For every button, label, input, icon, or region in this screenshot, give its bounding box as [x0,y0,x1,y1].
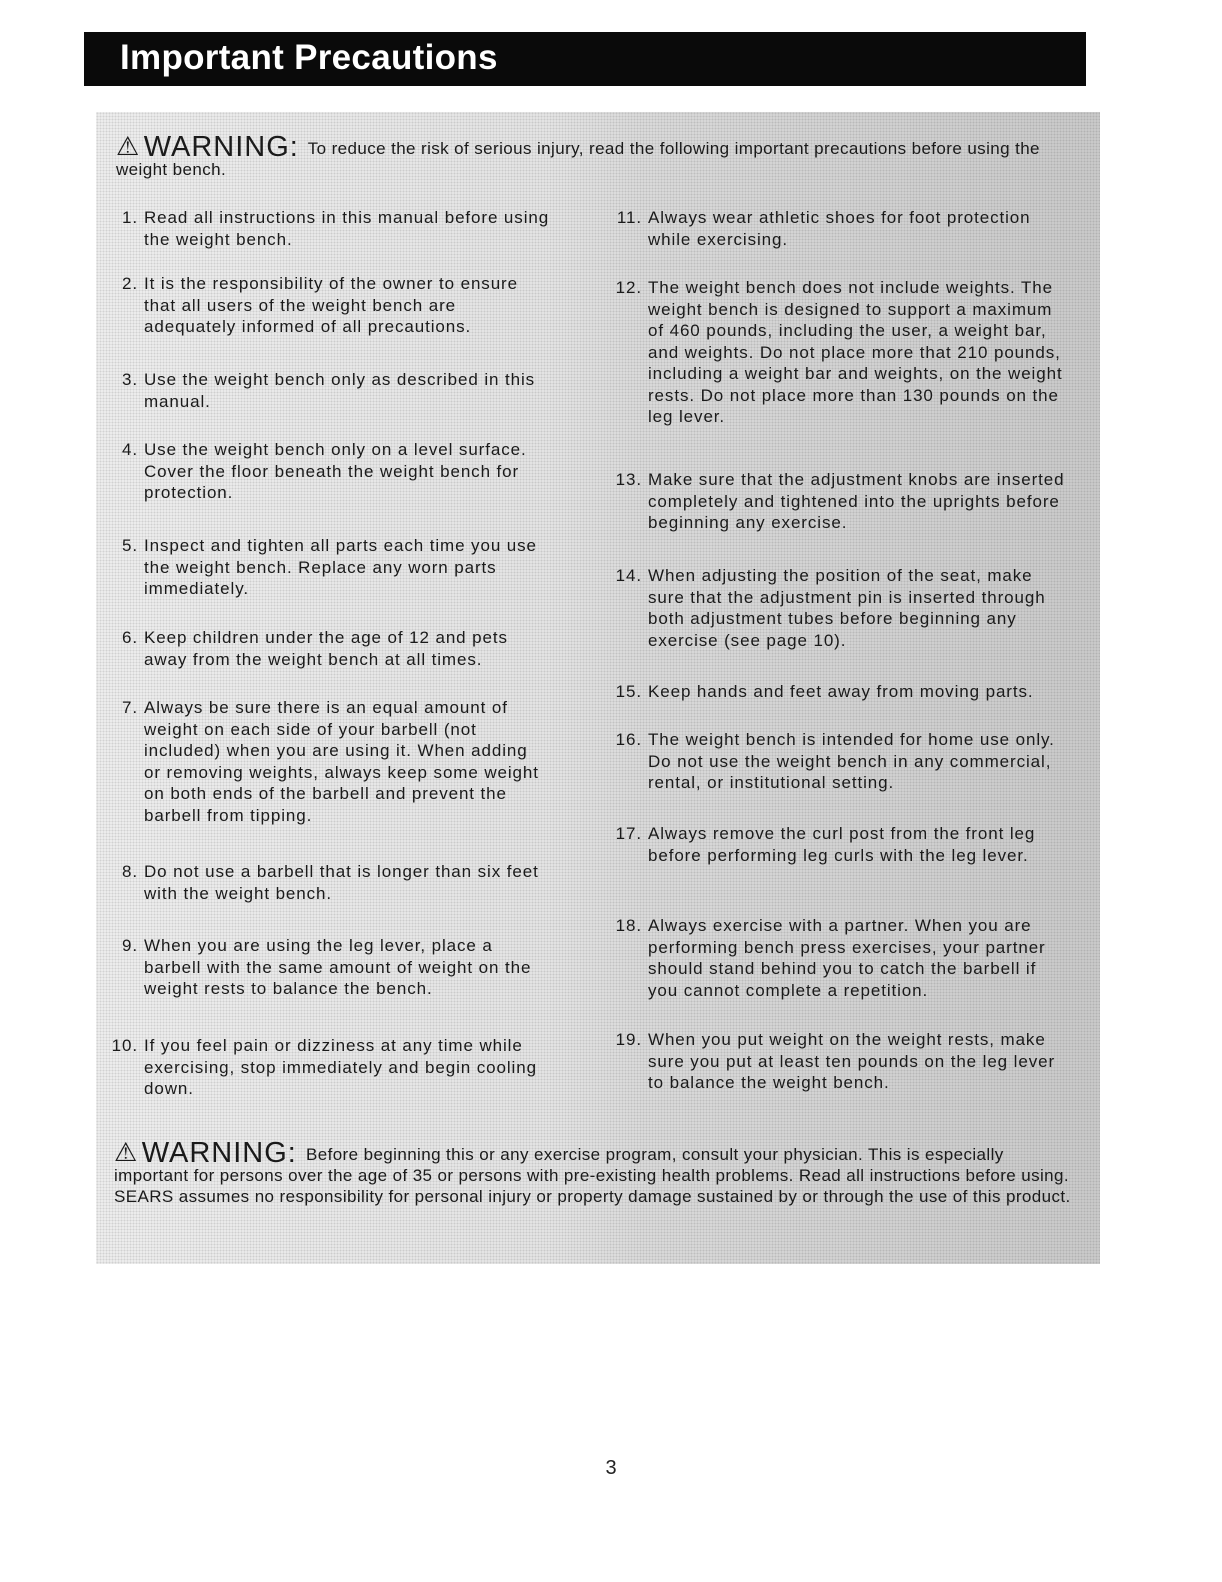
item-text: The weight bench does not include weights. The weight bench is designed to support a maximum of 460 pounds, including the user, a weight bar, and weights. Do not place more that 210 pounds, including a weight bar and weights, on the weight rests. Do not place more than 130 pounds on the leg lever. [648,278,1063,426]
item-text: It is the responsibility of the owner to ensure that all users of the weight bench are adequately informed of all precautions. [144,274,518,336]
precaution-item-14 [604,565,1069,681]
precaution-item-8 [100,861,550,935]
warning-triangle-icon: ⚠ [116,131,140,161]
precaution-item-18 [604,915,1069,1029]
precaution-item-12 [604,277,1069,469]
precaution-item-5 [100,535,550,627]
item-number: 3. [122,370,138,389]
item-text: Keep hands and feet away from moving parts. [648,682,1034,701]
warning-triangle-icon: ⚠ [114,1137,138,1167]
precaution-item-10 [100,1035,550,1100]
precaution-item-9 [100,935,550,1035]
item-number: 17. [615,824,642,843]
item-text: Inspect and tighten all parts each time you use the weight bench. Replace any worn parts immediately. [144,536,537,598]
item-text: Always be sure there is an equal amount of weight on each side of your barbell (not included) when you are using it. When adding or removing weights, always keep some weight on both ends of the barbell and prevent the barbell from tipping. [144,698,539,825]
item-text: Always remove the curl post from the front leg before performing leg curls with the leg lever. [648,824,1036,865]
item-text: Read all instructions in this manual before using the weight bench. [144,208,550,249]
item-number: 14. [615,566,642,585]
item-text: When adjusting the position of the seat, make sure that the adjustment pin is inserted through both adjustment tubes before beginning any exercise (see page 10). [648,566,1046,650]
precaution-item-17 [604,823,1069,915]
precautions-panel [96,112,1100,1264]
precaution-item-13 [604,469,1069,565]
item-number: 6. [122,628,138,647]
warning-bottom-text: Before beginning this or any exercise program, consult your physician. This is especially important for persons over the age of 35 or persons with pre-existing health problems. Read all instructions before using. SEARS assumes no responsibility for personal injury or property damage sustained by or through the use of this product. [114,1145,1071,1206]
item-text: When you put weight on the weight rests, make sure you put at least ten pounds on the leg lever to balance the weight bench. [648,1030,1056,1092]
item-number: 12. [615,278,642,297]
precaution-item-19 [604,1029,1069,1094]
precautions-right-column [604,207,1069,1094]
precaution-item-11 [604,207,1069,277]
precaution-item-16 [604,729,1069,823]
precaution-item-6 [100,627,550,697]
item-text: The weight bench is intended for home use only. Do not use the weight bench in any commercial, rental, or institutional setting. [648,730,1055,792]
item-number: 7. [122,698,138,717]
warning-bottom-label: WARNING: [141,1137,297,1169]
item-number: 15. [615,682,642,701]
item-number: 10. [111,1036,138,1055]
item-number: 8. [122,862,138,881]
precaution-item-2 [100,273,550,369]
page-title: Important Precautions [120,38,498,77]
page-header-bar [84,32,1086,86]
item-number: 2. [122,274,138,293]
item-text: Always wear athletic shoes for foot protection while exercising. [648,208,1031,249]
item-text: Make sure that the adjustment knobs are inserted completely and tightened into the uprights before beginning any exercise. [648,470,1065,532]
item-number: 13. [615,470,642,489]
precaution-item-3 [100,369,550,439]
item-text: Keep children under the age of 12 and pets away from the weight bench at all times. [144,628,508,669]
item-number: 18. [615,916,642,935]
warning-top-label: WARNING: [143,131,299,163]
warning-top-text: To reduce the risk of serious injury, read the following important precautions before using the weight bench. [116,139,1040,179]
precaution-item-15 [604,681,1069,729]
item-text: Always exercise with a partner. When you are performing bench press exercises, your partner should stand behind you to catch the barbell if you cannot complete a repetition. [648,916,1046,1000]
item-number: 16. [615,730,642,749]
item-number: 5. [122,536,138,555]
item-text: Use the weight bench only on a level surface. Cover the floor beneath the weight bench for protection. [144,440,527,502]
item-text: When you are using the leg lever, place a barbell with the same amount of weight on the weight rests to balance the bench. [144,936,532,998]
page-number: 3 [605,1457,617,1479]
item-text: Use the weight bench only as described in this manual. [144,370,536,411]
item-text: Do not use a barbell that is longer than six feet with the weight bench. [144,862,539,903]
item-number: 19. [615,1030,642,1049]
precaution-item-1 [100,207,550,273]
item-number: 1. [122,208,138,227]
warning-bottom [114,1137,1074,1207]
item-number: 9. [122,936,138,955]
precaution-item-7 [100,697,550,861]
item-number: 11. [616,208,642,227]
precautions-left-column [100,207,550,1100]
warning-top [116,131,1051,180]
item-text: If you feel pain or dizziness at any time while exercising, stop immediately and begin cooling down. [144,1036,537,1098]
item-number: 4. [122,440,138,459]
precaution-item-4 [100,439,550,535]
